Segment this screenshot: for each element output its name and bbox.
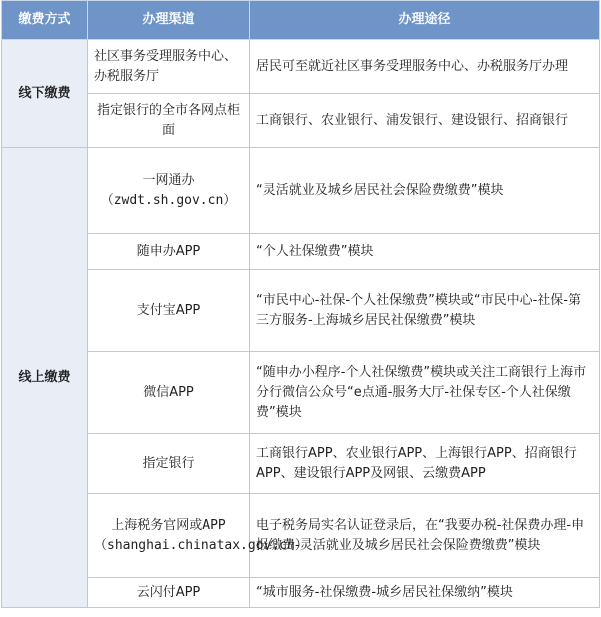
channel-cell: 微信APP: [88, 352, 250, 434]
table-row: [2, 270, 600, 352]
channel-cell: 云闪付APP: [88, 578, 250, 608]
channel-cell: 社区事务受理服务中心、办税服务厅: [88, 40, 250, 94]
header-route: 办理途径: [250, 1, 600, 40]
table-row: [2, 94, 600, 148]
route-cell: 电子税务局实名认证登录后，在“我要办税-社保费办理-申报缴费-灵活就业及城乡居民社会保险费缴费”模块: [250, 494, 600, 578]
header-channel: 办理渠道: [88, 1, 250, 40]
header-row: [2, 1, 600, 40]
table-row: [2, 148, 600, 234]
route-cell: 工商银行APP、农业银行APP、上海银行APP、招商银行APP、建设银行APP及网银、云缴费APP: [250, 434, 600, 494]
route-cell: “城市服务-社保缴费-城乡居民社保缴纳”模块: [250, 578, 600, 608]
table-row: [2, 40, 600, 94]
payment-methods-table: [1, 0, 600, 608]
header-method: 缴费方式: [2, 1, 88, 40]
channel-cell: 一网通办（zwdt.sh.gov.cn）: [88, 148, 250, 234]
channel-cell: 指定银行的全市各网点柜面: [88, 94, 250, 148]
route-cell: “市民中心-社保-个人社保缴费”模块或“市民中心-社保-第三方服务-上海城乡居民社保缴费”模块: [250, 270, 600, 352]
route-cell: “灵活就业及城乡居民社会保险费缴费”模块: [250, 148, 600, 234]
channel-cell: 随申办APP: [88, 234, 250, 270]
route-cell: 居民可至就近社区事务受理服务中心、办税服务厅办理: [250, 40, 600, 94]
table-row: [2, 434, 600, 494]
method-cell-online: 线上缴费: [2, 148, 88, 608]
channel-cell: 支付宝APP: [88, 270, 250, 352]
method-cell-offline: 线下缴费: [2, 40, 88, 148]
channel-cell: 上海税务官网或APP（shanghai.chinatax.gov.cn）: [88, 494, 250, 578]
table-row: [2, 352, 600, 434]
table-row: [2, 234, 600, 270]
route-cell: “个人社保缴费”模块: [250, 234, 600, 270]
table-row: [2, 494, 600, 578]
channel-cell: 指定银行: [88, 434, 250, 494]
table-row: [2, 578, 600, 608]
route-cell: “随申办小程序-个人社保缴费”模块或关注工商银行上海市分行微信公众号“e点通-服务大厅-社保专区-个人社保缴费”模块: [250, 352, 600, 434]
route-cell: 工商银行、农业银行、浦发银行、建设银行、招商银行: [250, 94, 600, 148]
